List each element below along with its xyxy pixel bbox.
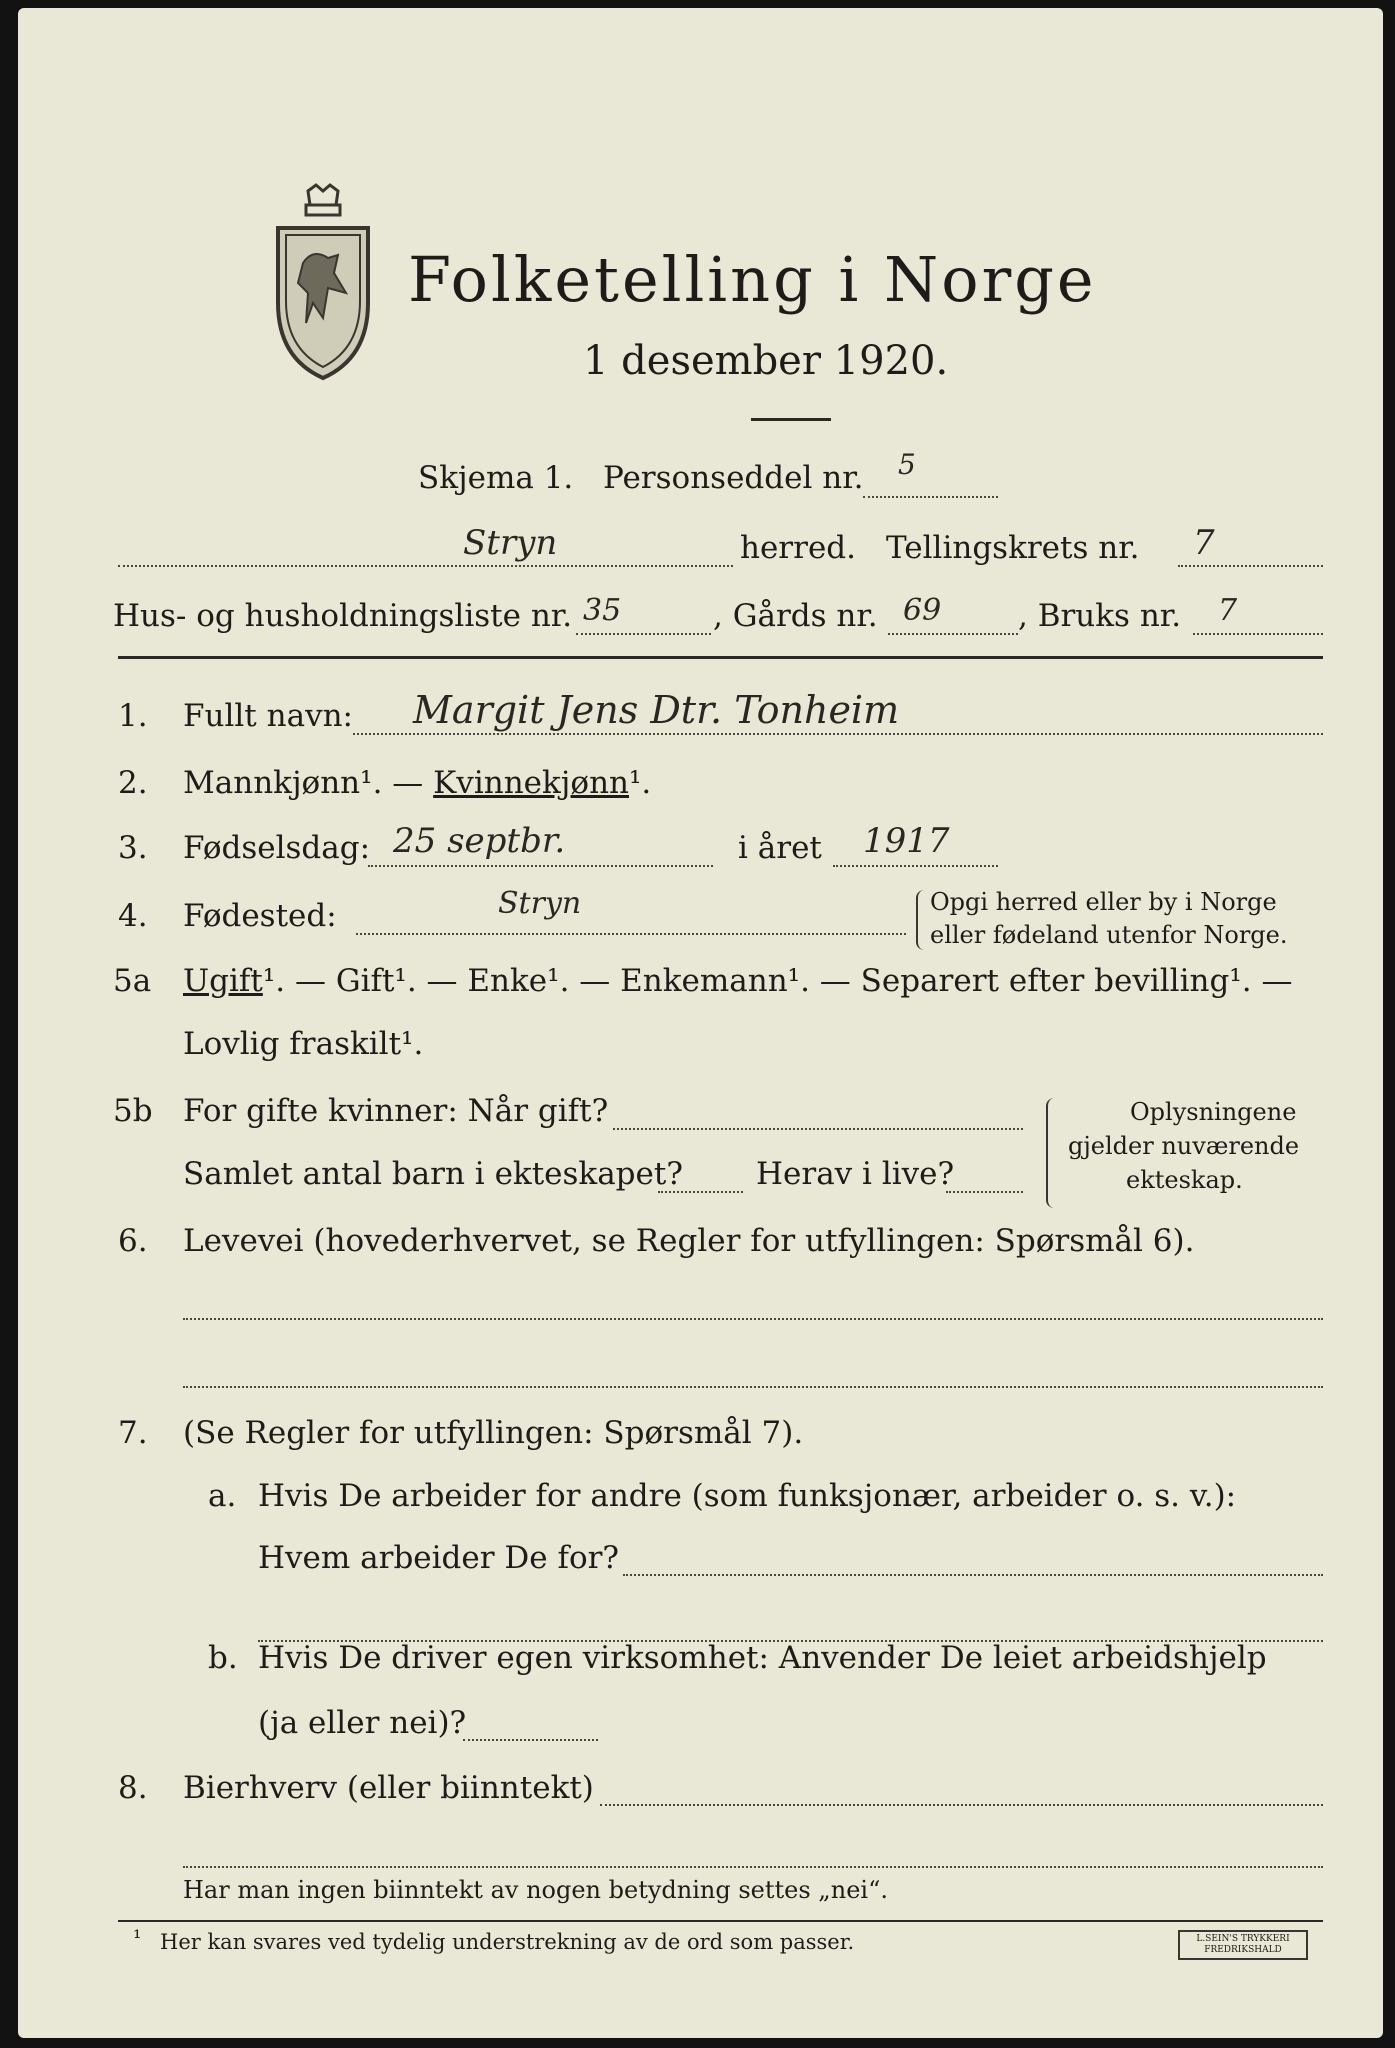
bruks-label: , Bruks nr. [1018, 598, 1182, 634]
hus-value: 35 [583, 593, 622, 628]
side-income-field-line1[interactable] [600, 1804, 1323, 1806]
q2-text: Mannkjønn¹. — Kvinnekjønn¹. [183, 765, 652, 801]
printer-stamp-line2: FREDRIKSHALD [1204, 1945, 1282, 1955]
children-count-field[interactable] [658, 1191, 743, 1193]
herred-label: herred. [740, 530, 856, 566]
birthday-value: 25 septbr. [393, 821, 566, 861]
full-name-value: Margit Jens Dtr. Tonheim [413, 688, 900, 732]
hired-help-field[interactable] [463, 1739, 598, 1741]
q4-note-line1: Opgi herred eller by i Norge [930, 888, 1277, 916]
q7-text: (Se Regler for utfyllingen: Spørsmål 7). [183, 1415, 804, 1451]
q4-brace [916, 890, 926, 950]
census-form-page [18, 8, 1383, 2038]
year-label: i året [738, 830, 822, 866]
personseddel-label: Personseddel nr. [603, 460, 864, 496]
footnote-text: Her kan svares ved tydelig understrekning av de ord som passer. [160, 1930, 855, 1954]
q7-number: 7. [118, 1415, 148, 1451]
bruks-field[interactable] [1193, 633, 1323, 635]
q1-label: Fullt navn: [183, 698, 353, 734]
personseddel-field[interactable] [863, 496, 998, 498]
tellingskrets-field[interactable] [1178, 565, 1323, 567]
q5a-number: 5a [113, 963, 152, 999]
occupation-field-line1[interactable] [183, 1318, 1323, 1320]
bruks-value: 7 [1218, 593, 1238, 628]
q7a-letter: a. [208, 1478, 237, 1514]
birth-year-field[interactable] [833, 865, 998, 867]
gards-field[interactable] [888, 633, 1018, 635]
footer-note: Har man ingen biinntekt av nogen betydning settes „nei“. [183, 1876, 888, 1904]
birthday-field[interactable] [368, 865, 713, 867]
gards-label: , Gårds nr. [713, 598, 878, 634]
header-rule [118, 656, 1323, 659]
q5a-text: Ugift¹. — Gift¹. — Enke¹. — Enkemann¹. — Separert efter bevilling¹. — [183, 963, 1293, 999]
q8-text: Bierhverv (eller biinntekt) [183, 1770, 594, 1806]
occupation-field-line2[interactable] [183, 1386, 1323, 1388]
q5b-brace [1046, 1098, 1058, 1208]
q5b-label2: Samlet antal barn i ekteskapet? [183, 1156, 683, 1192]
q5b-note-line2: gjelder nuværende [1068, 1132, 1300, 1160]
personseddel-value: 5 [898, 448, 916, 481]
q7b-text: Hvis De driver egen virksomhet: Anvender De leiet arbeidshjelp [258, 1640, 1267, 1676]
printer-stamp-line1: L.SEIN'S TRYKKERI [1196, 1934, 1290, 1944]
full-name-field[interactable] [353, 733, 1323, 735]
q5b-label1: For gifte kvinner: Når gift? [183, 1093, 609, 1129]
tellingskrets-value: 7 [1193, 523, 1215, 563]
herred-value: Stryn [463, 523, 558, 563]
title-divider [751, 418, 831, 421]
q7b-letter: b. [208, 1640, 238, 1676]
q6-text: Levevei (hovederhvervet, se Regler for utfyllingen: Spørsmål 6). [183, 1223, 1195, 1259]
printer-stamp [1178, 1930, 1308, 1960]
herred-field[interactable] [118, 565, 733, 567]
hus-field[interactable] [576, 633, 711, 635]
form-date: 1 desember 1920. [583, 338, 949, 384]
q5b-label3: Herav i live? [756, 1156, 955, 1192]
schema-label: Skjema 1. [418, 460, 574, 496]
kvinnekjonn-option[interactable]: Kvinnekjønn [433, 765, 629, 801]
tellingskrets-label: Tellingskrets nr. [886, 530, 1140, 566]
coat-of-arms-icon [268, 183, 378, 383]
q4-label: Fødested: [183, 898, 337, 934]
ugift-option[interactable]: Ugift [183, 963, 263, 999]
hus-label: Hus- og husholdningsliste nr. [113, 598, 573, 634]
q1-number: 1. [118, 698, 148, 734]
marriage-date-field[interactable] [613, 1128, 1023, 1130]
q7a-text: Hvis De arbeider for andre (som funksjonær, arbeider o. s. v.): [258, 1478, 1237, 1514]
q5b-note-line3: ekteskap. [1126, 1166, 1243, 1194]
children-alive-field[interactable] [946, 1191, 1023, 1193]
gards-value: 69 [903, 593, 942, 628]
q4-note-line2: eller fødeland utenfor Norge. [930, 921, 1288, 949]
q5a-line2: Lovlig fraskilt¹. [183, 1026, 424, 1062]
q3-number: 3. [118, 830, 148, 866]
q8-number: 8. [118, 1770, 148, 1806]
form-title: Folketelling i Norge [408, 243, 1097, 316]
side-income-field-line2[interactable] [183, 1866, 1323, 1868]
footnote-mark: ¹ [133, 1926, 142, 1950]
q3-label: Fødselsdag: [183, 830, 371, 866]
footer-rule [118, 1920, 1323, 1922]
birthplace-field[interactable] [356, 933, 906, 935]
employer-field-line1[interactable] [623, 1574, 1323, 1576]
q7b-text2: (ja eller nei)? [258, 1705, 467, 1741]
q5b-note-line1: Oplysningene [1130, 1098, 1297, 1126]
q2-number: 2. [118, 765, 148, 801]
birth-year-value: 1917 [863, 821, 950, 861]
q4-number: 4. [118, 898, 148, 934]
birthplace-value: Stryn [498, 886, 582, 921]
q7a-text2: Hvem arbeider De for? [258, 1540, 620, 1576]
q5b-number: 5b [113, 1093, 153, 1129]
q6-number: 6. [118, 1223, 148, 1259]
